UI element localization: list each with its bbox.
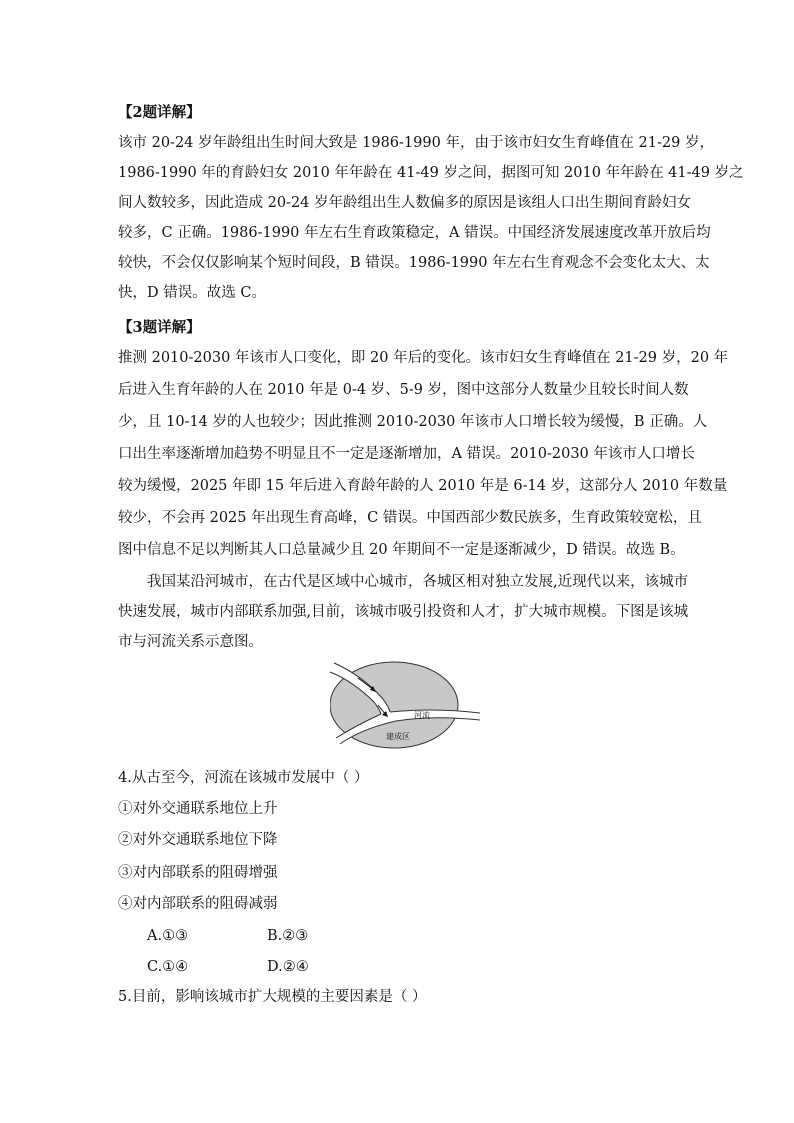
question-4-item: ②对外交通联系地位下降 [118,832,278,848]
question-4-choice-b: B.②③ [267,928,309,944]
question-4-choice-c: C.①④ [147,959,189,975]
river-label: 河流 [414,711,430,720]
question-4-item: ④对内部联系的阻碍减弱 [118,896,278,912]
section-3-line: 推测 2010-2030 年该市人口变化，即 20 年后的变化。该市妇女生育峰值在 21-29 岁，20 年 [118,350,729,366]
question-4-item: ①对外交通联系地位上升 [118,801,278,817]
question-4-stem: 4.从古至今，河流在该城市发展中（ ） [118,770,369,786]
section-3-line: 图中信息不足以判断其人口总量减少且 20 年期间不一定是逐渐减少，D 错误。故选 B。 [118,542,685,558]
section-3-line: 口出生率逐渐增加趋势不明显且不一定是逐渐增加，A 错误。2010-2030 年该市人口增长 [118,446,695,462]
section-3-line: 少，且 10-14 岁的人也较少；因此推测 2010-2030 年该市人口增长较为缓慢，B 正确。人 [118,414,708,430]
section-2-line: 该市 20-24 岁年龄组出生时间大致是 1986-1990 年，由于该市妇女生育峰值在 21-29 岁， [118,135,714,151]
section-2-line: 快，D 错误。故选 C。 [118,285,266,301]
question-4-choice-d: D.②④ [267,959,309,975]
intro-line: 我国某沿河城市，在古代是区域中心城市，各城区相对独立发展,近现代以来，该城市 [147,574,689,590]
section-3-heading: 【3题详解】 [118,319,201,336]
question-4-item: ③对内部联系的阻碍增强 [118,865,278,881]
river-city-diagram [330,658,480,758]
section-3-line: 后进入生育年龄的人在 2010 年是 0-4 岁、5-9 岁，图中这部分人数量少且较长时间人数 [118,382,689,398]
section-2-heading: 【2题详解】 [118,104,201,121]
intro-line: 市与河流关系示意图。 [118,634,263,650]
built-up-area-label: 建成区 [386,732,410,741]
section-3-line: 较为缓慢，2025 年即 15 年后进入育龄年龄的人 2010 年是 6-14 岁，这部分人 2010 年数量 [118,478,728,494]
intro-line: 快速发展，城市内部联系加强,目前，该城市吸引投资和人才，扩大城市规模。下图是该城 [118,604,689,620]
section-3-line: 较少，不会再 2025 年出现生育高峰，C 错误。中国西部少数民族多，生育政策较宽松，且 [118,510,702,526]
question-5-stem: 5.目前，影响该城市扩大规模的主要因素是（ ） [118,989,427,1005]
section-2-line: 较快，不会仅仅影响某个短时间段，B 错误。1986-1990 年左右生育观念不会变化太大、太 [118,255,710,271]
question-4-choice-a: A.①③ [147,928,189,944]
section-2-line: 间人数较多，因此造成 20-24 岁年龄组出生人数偏多的原因是该组人口出生期间育龄妇女 [118,195,692,211]
section-2-line: 较多，C 正确。1986-1990 年左右生育政策稳定，A 错误。中国经济发展速度改革开放后均 [118,225,711,241]
section-2-line: 1986-1990 年的育龄妇女 2010 年年龄在 41-49 岁之间，据图可知 2010 年年龄在 41-49 岁之 [118,165,744,181]
